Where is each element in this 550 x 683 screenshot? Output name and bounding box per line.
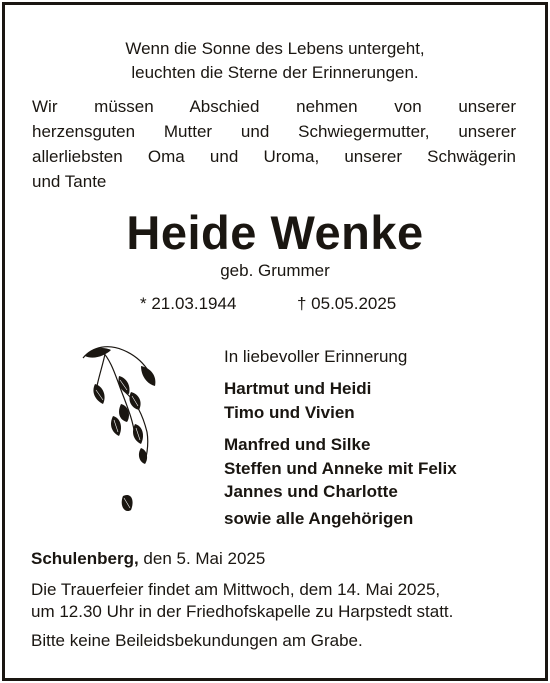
place: Schulenberg, [31, 549, 139, 568]
mourner-line: Timo und Vivien [224, 403, 355, 422]
obituary-notice [2, 2, 548, 681]
death-date: † 05.05.2025 [297, 294, 397, 313]
intro-line-1: Wir müssen Abschied nehmen von unserer [32, 97, 516, 116]
condolence-note: Bitte keine Beileidsbekundungen am Grabe. [31, 631, 363, 650]
funeral-line-2: um 12.30 Uhr in der Friedhofskapelle zu Harpstedt statt. [31, 602, 454, 621]
quote-line-1: Wenn die Sonne des Lebens untergeht, [125, 39, 425, 58]
mourner-line: Jannes und Charlotte [224, 482, 398, 501]
mourner-line: sowie alle Angehörigen [224, 509, 414, 528]
intro-line-4: und Tante [32, 172, 107, 191]
date: den 5. Mai 2025 [138, 549, 266, 568]
mourner-line: Steffen und Anneke mit Felix [224, 459, 457, 478]
birch-branch-icon [81, 340, 171, 530]
funeral-line-1: Die Trauerfeier findet am Mittwoch, dem 14. Mai 2025, [31, 580, 441, 599]
mourner-line: Hartmut und Heidi [224, 379, 372, 398]
intro-line-3: allerliebsten Oma und Uroma, unserer Schwägerin [32, 147, 516, 166]
intro-line-2: herzensguten Mutter und Schwiegermutter, unserer [32, 122, 516, 141]
mourner-line: Manfred und Silke [224, 435, 371, 454]
place-date [31, 548, 265, 570]
mourners-intro: In liebevoller Erinnerung [224, 347, 408, 366]
deceased-name: Heide Wenke [126, 206, 424, 259]
quote-line-2: leuchten die Sterne der Erinnerungen. [131, 63, 419, 82]
birth-date: * 21.03.1944 [140, 294, 237, 313]
birth-name: geb. Grummer [220, 261, 330, 280]
